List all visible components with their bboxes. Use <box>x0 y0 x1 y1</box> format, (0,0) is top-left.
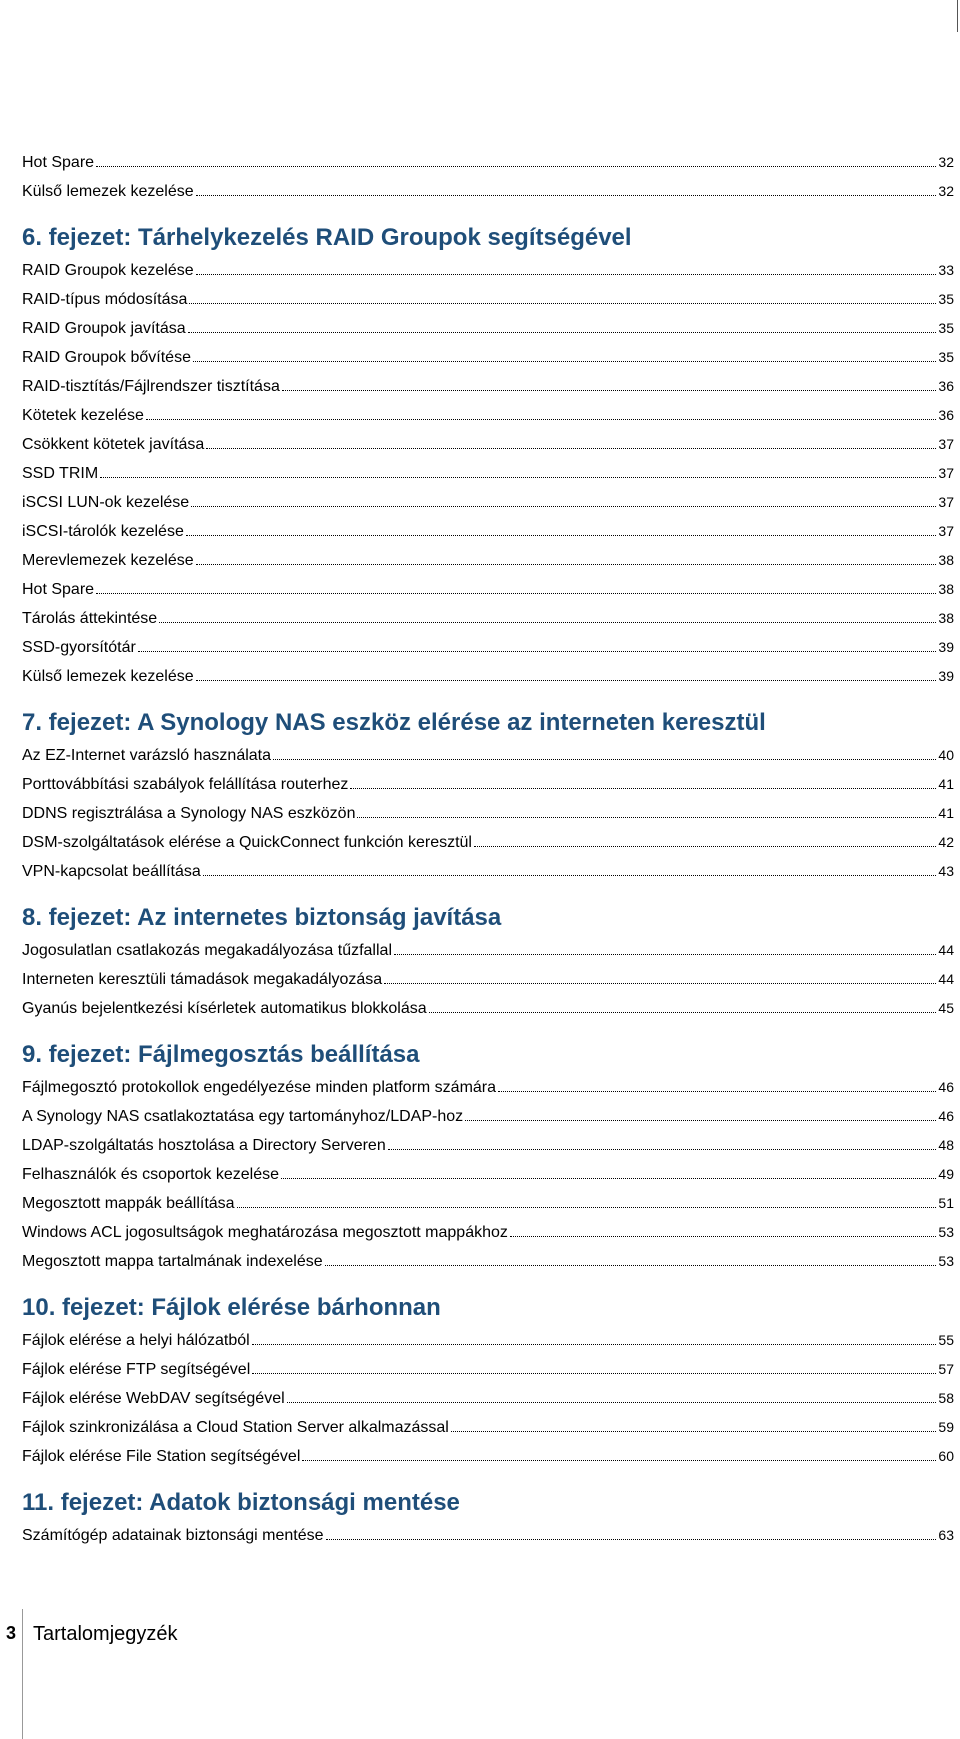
toc-entry-page: 57 <box>938 1361 954 1377</box>
toc-entry-title: RAID Groupok bővítése <box>22 349 191 366</box>
toc-entry-title: Hot Spare <box>22 581 95 598</box>
toc-entry[interactable] <box>22 934 954 963</box>
toc-entry[interactable] <box>22 399 954 428</box>
toc-entry-page: 36 <box>938 378 954 394</box>
toc-entry[interactable] <box>22 826 954 855</box>
toc-entry-page: 46 <box>938 1079 954 1095</box>
dot-leader <box>465 1100 936 1121</box>
toc-entry-page: 38 <box>938 610 954 626</box>
toc-entry[interactable] <box>22 1100 954 1129</box>
toc-entry[interactable] <box>22 1411 954 1440</box>
toc-entry-page: 42 <box>938 834 954 850</box>
toc-section <box>22 1487 954 1548</box>
toc-entry-title: Interneten keresztüli támadások megakadályozása <box>22 971 383 988</box>
toc-entry-page: 53 <box>938 1224 954 1240</box>
toc-entry[interactable] <box>22 370 954 399</box>
toc-section <box>22 222 954 689</box>
dot-leader <box>273 739 936 760</box>
dot-leader <box>451 1411 937 1432</box>
toc-entry-page: 63 <box>938 1527 954 1543</box>
toc-entry-title: RAID-tisztítás/Fájlrendszer tisztítása <box>22 378 280 395</box>
toc-entry[interactable] <box>22 631 954 660</box>
dot-leader <box>159 602 936 623</box>
toc-entry-page: 46 <box>938 1108 954 1124</box>
toc-entry-title: iSCSI LUN-ok kezelése <box>22 494 190 511</box>
toc-entry-page: 59 <box>938 1419 954 1435</box>
toc-entry-title: RAID Groupok javítása <box>22 320 186 337</box>
toc-section <box>22 1039 954 1274</box>
toc-entry[interactable] <box>22 544 954 573</box>
footer-title: Tartalomjegyzék <box>33 1623 178 1645</box>
toc-entry[interactable] <box>22 283 954 312</box>
toc-entry[interactable] <box>22 1382 954 1411</box>
toc-entry-page: 60 <box>938 1448 954 1464</box>
toc-entry-page: 49 <box>938 1166 954 1182</box>
toc-entry-page: 36 <box>938 407 954 423</box>
toc-entry[interactable] <box>22 768 954 797</box>
dot-leader <box>196 660 937 681</box>
toc-entry-title: Hot Spare <box>22 154 95 171</box>
toc-entry-page: 48 <box>938 1137 954 1153</box>
toc-entry[interactable] <box>22 1440 954 1469</box>
footer-divider <box>22 1609 23 1739</box>
toc-entry-page: 44 <box>938 942 954 958</box>
page-footer <box>0 1609 960 1739</box>
toc-entry-page: 37 <box>938 494 954 510</box>
chapter-title: 10. fejezet: Fájlok elérése bárhonnan <box>22 1294 441 1321</box>
toc-entry-title: Megosztott mappa tartalmának indexelése <box>22 1253 323 1270</box>
toc-entry-title: RAID-típus módosítása <box>22 291 188 308</box>
toc-entry-title: Porttovábbítási szabályok felállítása routerhez <box>22 776 349 793</box>
toc-entry[interactable] <box>22 515 954 544</box>
toc-entry-title: DDNS regisztrálása a Synology NAS eszközön <box>22 805 356 822</box>
toc-section <box>22 707 954 884</box>
dot-leader <box>510 1216 937 1237</box>
dot-leader <box>252 1324 937 1345</box>
dot-leader <box>203 855 937 876</box>
toc-entry-page: 51 <box>938 1195 954 1211</box>
toc-entry-page: 33 <box>938 262 954 278</box>
toc-entry[interactable] <box>22 312 954 341</box>
toc-entry-title: Jogosulatlan csatlakozás megakadályozása tűzfallal <box>22 942 392 959</box>
toc-entry-title: Merevlemezek kezelése <box>22 552 194 569</box>
chapter-title: 6. fejezet: Tárhelykezelés RAID Groupok segítségével <box>22 224 632 251</box>
dot-leader <box>384 963 936 984</box>
toc-entry-title: Megosztott mappák beállítása <box>22 1195 235 1212</box>
toc-entry[interactable] <box>22 660 954 689</box>
dot-leader <box>252 1353 936 1374</box>
toc-entry[interactable] <box>22 602 954 631</box>
dot-leader <box>206 428 936 449</box>
toc-entry-title: VPN-kapcsolat beállítása <box>22 863 201 880</box>
toc-entry-title: Felhasználók és csoportok kezelése <box>22 1166 280 1183</box>
dot-leader <box>350 768 936 789</box>
toc-entry-title: Csökkent kötetek javítása <box>22 436 205 453</box>
toc-entry[interactable] <box>22 1519 954 1548</box>
toc-entry-title: Windows ACL jogosultságok meghatározása megosztott mappákhoz <box>22 1224 508 1241</box>
dot-leader <box>287 1382 937 1403</box>
toc-section <box>22 146 954 204</box>
toc-entry-title: Kötetek kezelése <box>22 407 144 424</box>
toc-entry-title: Gyanús bejelentkezési kísérletek automatikus blokkolása <box>22 1000 427 1017</box>
toc-entry[interactable] <box>22 1129 954 1158</box>
dot-leader <box>237 1187 937 1208</box>
toc-entry[interactable] <box>22 254 954 283</box>
dot-leader <box>302 1440 936 1461</box>
toc-entry[interactable] <box>22 797 954 826</box>
toc-entry-title: Külső lemezek kezelése <box>22 668 194 685</box>
toc-entry[interactable] <box>22 1245 954 1274</box>
toc-entry-page: 41 <box>938 776 954 792</box>
toc-entry-page: 39 <box>938 639 954 655</box>
toc-entry[interactable] <box>22 428 954 457</box>
dot-leader <box>498 1071 936 1092</box>
dot-leader <box>146 399 937 420</box>
chapter-title: 7. fejezet: A Synology NAS eszköz elérése az interneten keresztül <box>22 709 766 736</box>
toc-entry-page: 40 <box>938 747 954 763</box>
toc-entry[interactable] <box>22 1071 954 1100</box>
toc-entry-title: A Synology NAS csatlakoztatása egy tartományhoz/LDAP-hoz <box>22 1108 464 1125</box>
dot-leader <box>138 631 937 652</box>
toc-entry[interactable] <box>22 855 954 884</box>
toc-entry[interactable] <box>22 486 954 515</box>
dot-leader <box>193 341 936 362</box>
toc-section <box>22 902 954 1021</box>
toc-entry-title: Fájlok elérése WebDAV segítségével <box>22 1390 285 1407</box>
dot-leader <box>429 992 937 1013</box>
dot-leader <box>96 146 936 167</box>
toc-entry-title: Fájlok elérése File Station segítségével <box>22 1448 301 1465</box>
toc-entry-title: LDAP-szolgáltatás hosztolása a Directory Serveren <box>22 1137 386 1154</box>
table-of-contents <box>22 146 954 1548</box>
toc-entry-title: Az EZ-Internet varázsló használata <box>22 747 272 764</box>
toc-entry[interactable] <box>22 1187 954 1216</box>
toc-entry-page: 35 <box>938 320 954 336</box>
dot-leader <box>188 312 937 333</box>
dot-leader <box>326 1519 937 1540</box>
toc-entry-title: Fájlok elérése a helyi hálózatból <box>22 1332 250 1349</box>
toc-entry[interactable] <box>22 739 954 768</box>
dot-leader <box>357 797 936 818</box>
toc-entry-page: 44 <box>938 971 954 987</box>
toc-entry-page: 35 <box>938 349 954 365</box>
toc-entry-title: Fájlmegosztó protokollok engedélyezése minden platform számára <box>22 1079 497 1096</box>
toc-entry-page: 58 <box>938 1390 954 1406</box>
dot-leader <box>474 826 936 847</box>
toc-entry-page: 38 <box>938 581 954 597</box>
toc-entry-page: 53 <box>938 1253 954 1269</box>
toc-entry-title: Fájlok elérése FTP segítségével <box>22 1361 251 1378</box>
dot-leader <box>282 370 937 391</box>
toc-entry-page: 37 <box>938 436 954 452</box>
toc-entry[interactable] <box>22 1324 954 1353</box>
chapter-title: 9. fejezet: Fájlmegosztás beállítása <box>22 1041 420 1068</box>
toc-section <box>22 1292 954 1469</box>
toc-entry-title: Számítógép adatainak biztonsági mentése <box>22 1527 324 1544</box>
toc-entry-page: 41 <box>938 805 954 821</box>
toc-entry-page: 32 <box>938 183 954 199</box>
toc-entry-title: SSD TRIM <box>22 465 99 482</box>
toc-entry-page: 55 <box>938 1332 954 1348</box>
footer-page-number: 3 <box>5 1623 16 1643</box>
dot-leader <box>191 486 936 507</box>
chapter-title: 11. fejezet: Adatok biztonsági mentése <box>22 1489 460 1516</box>
toc-entry[interactable] <box>22 175 954 204</box>
toc-entry[interactable] <box>22 992 954 1021</box>
toc-entry[interactable] <box>22 1158 954 1187</box>
toc-entry-title: DSM-szolgáltatások elérése a QuickConnect funkción keresztül <box>22 834 472 851</box>
toc-entry-page: 39 <box>938 668 954 684</box>
toc-entry[interactable] <box>22 573 954 602</box>
toc-entry-page: 32 <box>938 154 954 170</box>
toc-entry-page: 37 <box>938 465 954 481</box>
dot-leader <box>394 934 936 955</box>
dot-leader <box>189 283 936 304</box>
toc-entry[interactable] <box>22 963 954 992</box>
toc-entry-page: 38 <box>938 552 954 568</box>
dot-leader <box>96 573 936 594</box>
dot-leader <box>100 457 936 478</box>
dot-leader <box>186 515 937 536</box>
corner-mark <box>957 0 958 32</box>
toc-entry-page: 37 <box>938 523 954 539</box>
toc-entry[interactable] <box>22 146 954 175</box>
toc-entry-title: Tárolás áttekintése <box>22 610 158 627</box>
toc-entry-title: Külső lemezek kezelése <box>22 183 194 200</box>
chapter-title: 8. fejezet: Az internetes biztonság javítása <box>22 904 502 931</box>
toc-entry[interactable] <box>22 457 954 486</box>
toc-entry-page: 35 <box>938 291 954 307</box>
dot-leader <box>196 254 937 275</box>
dot-leader <box>196 544 937 565</box>
toc-entry-title: SSD-gyorsítótár <box>22 639 136 656</box>
dot-leader <box>281 1158 936 1179</box>
toc-entry[interactable] <box>22 341 954 370</box>
dot-leader <box>388 1129 937 1150</box>
toc-entry-title: RAID Groupok kezelése <box>22 262 194 279</box>
toc-entry-page: 43 <box>938 863 954 879</box>
toc-entry-title: iSCSI-tárolók kezelése <box>22 523 184 540</box>
toc-entry-page: 45 <box>938 1000 954 1016</box>
toc-entry-title: Fájlok szinkronizálása a Cloud Station Server alkalmazással <box>22 1419 449 1436</box>
toc-entry[interactable] <box>22 1353 954 1382</box>
toc-entry[interactable] <box>22 1216 954 1245</box>
dot-leader <box>196 175 937 196</box>
dot-leader <box>325 1245 937 1266</box>
